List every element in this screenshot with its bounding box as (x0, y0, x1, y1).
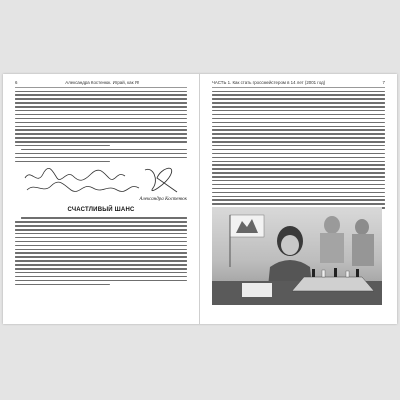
chapter-header: ЧАСТЬ 1. Как стать гроссмейстером в 14 лет (2001 год) (212, 80, 326, 85)
handwritten-signature (15, 164, 187, 196)
section-heading: СЧАСТЛИВЫЙ ШАНС (67, 207, 135, 214)
right-page-number-header: 7 (382, 80, 385, 85)
chess-game-photo (212, 207, 382, 305)
right-page-header (212, 80, 385, 88)
book-title-header: Александра Костенюк. Играй, как Я! (65, 80, 140, 85)
right-text-top (212, 91, 385, 213)
left-page-number-header: 6 (15, 80, 18, 85)
left-page (3, 74, 200, 324)
left-page-header (15, 80, 187, 88)
left-text-top (15, 91, 187, 163)
right-page (200, 74, 397, 324)
book-spread (3, 74, 397, 324)
author-caption: Александра Костенюк (139, 197, 187, 203)
left-text-bottom (15, 217, 187, 285)
